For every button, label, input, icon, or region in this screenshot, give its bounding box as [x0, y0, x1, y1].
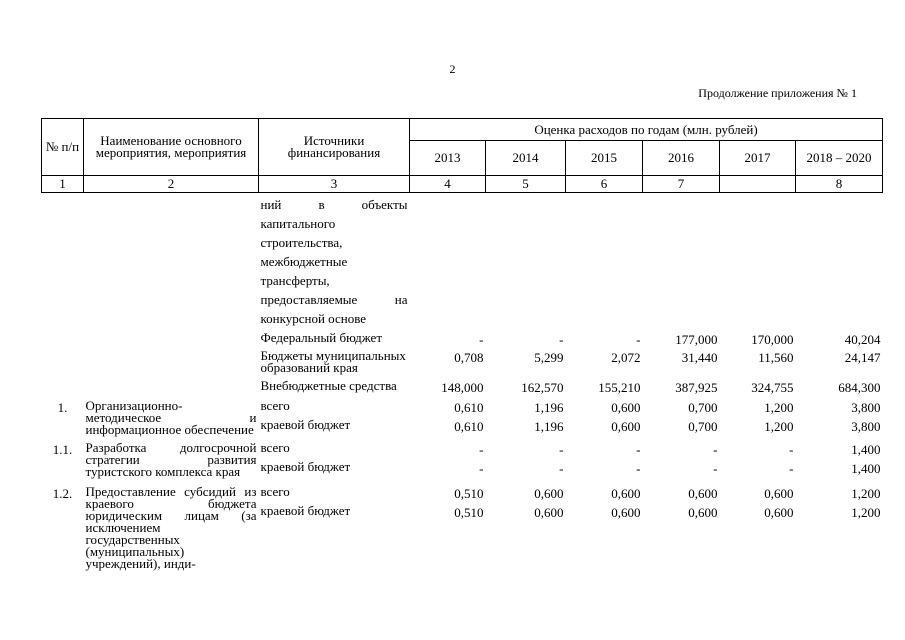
value-cell: 5,299: [534, 350, 564, 365]
value-cell: -: [789, 461, 794, 476]
header-name: Наименование основного мероприятия, мероприятия: [84, 119, 259, 176]
value-cell: 3,800: [851, 419, 881, 434]
value-cell: 1,196: [534, 400, 564, 415]
value-cell: 0,600: [764, 486, 794, 501]
value-cell: 1,196: [534, 419, 564, 434]
value-cell: 387,925: [675, 380, 718, 395]
table-row: [42, 193, 883, 333]
budget-table: [41, 118, 883, 570]
header-source: Источники финансирования: [259, 119, 410, 176]
value-cell: 0,600: [764, 505, 794, 520]
column-number: 1: [42, 176, 84, 193]
item-number: 1.1.: [52, 442, 73, 457]
value-cell: 0,708: [454, 350, 484, 365]
value-cell: 162,570: [521, 380, 564, 395]
column-number: 8: [796, 176, 883, 193]
source-cell: Внебюджетные средства: [260, 378, 397, 393]
value-cell: 0,700: [688, 400, 718, 415]
item-number: 1.: [57, 400, 68, 415]
value-cell: -: [636, 332, 641, 347]
value-cell: 0,610: [454, 400, 484, 415]
header-estimate: Оценка расходов по годам (млн. рублей): [410, 119, 883, 141]
value-cell: 31,440: [681, 350, 718, 365]
value-cell: 155,210: [598, 380, 641, 395]
value-cell: -: [636, 461, 641, 476]
value-cell: 1,400: [851, 461, 881, 476]
value-cell: 0,600: [534, 505, 564, 520]
value-cell: 684,300: [838, 380, 881, 395]
value-cell: 0,600: [534, 486, 564, 501]
page-number: 2: [449, 62, 456, 76]
value-cell: 0,600: [688, 486, 718, 501]
value-cell: 1,200: [764, 400, 794, 415]
value-cell: 1,200: [851, 505, 881, 520]
source-cell: всего: [260, 398, 290, 413]
value-cell: 324,755: [751, 380, 794, 395]
value-cell: 0,600: [611, 486, 641, 501]
source-cell: всего: [260, 484, 290, 499]
value-cell: 148,000: [441, 380, 484, 395]
source-cell: всего: [260, 440, 290, 455]
item-number: 1.2.: [52, 486, 73, 501]
value-cell: -: [479, 332, 484, 347]
value-cell: 170,000: [751, 332, 794, 347]
value-cell: 11,560: [758, 350, 794, 365]
value-cell: 1,400: [851, 442, 881, 457]
continuation-title: Продолжение приложения № 1: [698, 86, 857, 100]
source-cell: Федеральный бюджет: [260, 330, 382, 345]
header-year: 2015: [566, 141, 643, 176]
table-row: [42, 350, 883, 380]
activity-name: Предоставление субсидий из краевого бюджета юридическим лицам (за исключением государственных (муниципальных) учреждений), инди-: [85, 484, 257, 571]
column-number: 5: [486, 176, 566, 193]
value-cell: 1,200: [764, 419, 794, 434]
value-cell: 0,510: [454, 505, 484, 520]
value-cell: -: [713, 461, 718, 476]
column-number-row: [42, 176, 883, 193]
header-no: № п/п: [42, 119, 84, 176]
table-row: [42, 442, 883, 461]
value-cell: 0,700: [688, 419, 718, 434]
table-row: [42, 400, 883, 419]
table-row: [42, 380, 883, 400]
source-cell: краевой бюджет: [260, 459, 351, 474]
value-cell: 0,600: [611, 505, 641, 520]
value-cell: 2,072: [611, 350, 641, 365]
column-number: 3: [259, 176, 410, 193]
source-cell: краевой бюджет: [260, 417, 351, 432]
value-cell: 0,600: [611, 400, 641, 415]
activity-name: Разработка долгосрочной стратегии развития туристского комплекса края: [85, 440, 257, 479]
table-row: [42, 486, 883, 505]
value-cell: 3,800: [851, 400, 881, 415]
value-cell: 177,000: [675, 332, 718, 347]
value-cell: 24,147: [844, 350, 881, 365]
value-cell: -: [479, 442, 484, 457]
source-cell: краевой бюджет: [260, 503, 351, 518]
value-cell: -: [789, 442, 794, 457]
header-year: 2016: [643, 141, 720, 176]
value-cell: 1,200: [851, 486, 881, 501]
value-cell: 0,600: [688, 505, 718, 520]
table-row: [42, 332, 883, 350]
value-cell: -: [479, 461, 484, 476]
continuation-source-text: ний в объекты капитального строительства, межбюджетные трансферты, предоставляемые на конкурсной основе: [260, 197, 408, 326]
value-cell: -: [636, 442, 641, 457]
value-cell: 0,600: [611, 419, 641, 434]
header-year: 2018 – 2020: [796, 141, 883, 176]
column-number: [720, 176, 796, 193]
value-cell: -: [559, 461, 564, 476]
header-year: 2017: [720, 141, 796, 176]
value-cell: 0,610: [454, 419, 484, 434]
value-cell: -: [559, 442, 564, 457]
header-year: 2014: [486, 141, 566, 176]
source-cell: Бюджеты муниципальных образований края: [260, 348, 406, 375]
value-cell: 0,510: [454, 486, 484, 501]
column-number: 4: [410, 176, 486, 193]
value-cell: -: [559, 332, 564, 347]
header-year: 2013: [410, 141, 486, 176]
value-cell: -: [713, 442, 718, 457]
activity-name: Организационно-методическое и информационное обеспечение: [85, 398, 257, 437]
value-cell: 40,204: [844, 332, 881, 347]
column-number: 6: [566, 176, 643, 193]
column-number: 2: [84, 176, 259, 193]
column-number: 7: [643, 176, 720, 193]
